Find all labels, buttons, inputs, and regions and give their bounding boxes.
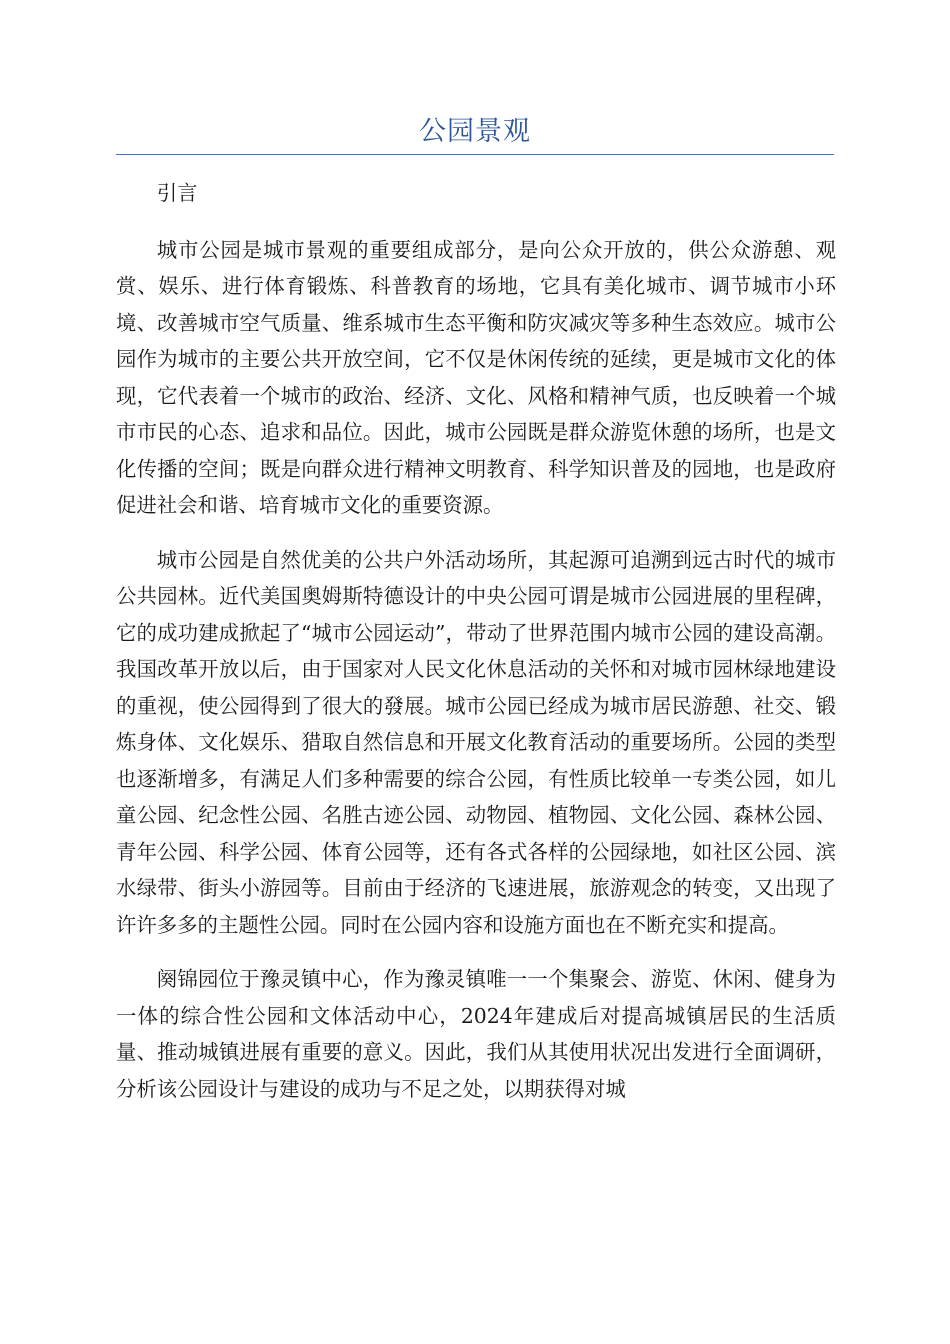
- paragraph-2: 城市公园是自然优美的公共户外活动场所，其起源可追溯到远古时代的城市公共园林。近代美国奥姆斯特德设计的中央公园可谓是城市公园进展的里程碑，它的成功建成掀起了“城市公园运动”，带动了世界范围内城市公园的建设高潮。我国改革开放以后，由于国家对人民文化休息活动的关怀和对城市园林绿地建设的重视，使公园得到了很大的發展。城市公园已经成为城市居民游憩、社交、锻炼身体、文化娱乐、猎取自然信息和开展文化教育活动的重要场所。公园的类型也逐渐增多，有满足人们多种需要的综合公园，有性质比较单一专类公园，如儿童公园、纪念性公园、名胜古迹公园、动物园、植物园、文化公园、森林公园、青年公园、科学公园、体育公园等，还有各式各样的公园绿地，如社区公园、滨水绿带、街头小游园等。目前由于经济的飞速进展，旅游观念的转变，又出现了许许多多的主题性公园。同时在公园内容和设施方面也在不断充实和提高。: [116, 547, 836, 937]
- section-heading-intro: 引言: [156, 181, 198, 205]
- paragraph-1: 城市公园是城市景观的重要组成部分，是向公众开放的，供公众游憩、观赏、娱乐、进行体育锻炼、科普教育的场地，它具有美化城市、调节城市小环境、改善城市空气质量、维系城市生态平衡和防灾减灾等多种生态效应。城市公园作为城市的主要公共开放空间，它不仅是休闲传统的延续，更是城市文化的体现，它代表着一个城市的政治、经济、文化、风格和精神气质，也反映着一个城市市民的心态、追求和品位。因此，城市公园既是群众游览休憩的场所，也是文化传播的空间；既是向群众进行精神文明教育、科学知识普及的园地，也是政府促进社会和谐、培育城市文化的重要资源。: [116, 237, 836, 517]
- document-body: [116, 175, 836, 1107]
- document-title: 公园景观: [419, 116, 531, 147]
- paragraph-3: 阕锦园位于豫灵镇中心，作为豫灵镇唯一一个集聚会、游览、休闲、健身为一体的综合性公园和文体活动中心，2024年建成后对提高城镇居民的生活质量、推动城镇进展有重要的意义。因此，我们从其使用状况出发进行全面调研，分析该公园设计与建设的成功与不足之处，以期获得对城: [116, 967, 836, 1101]
- title-underline: [116, 154, 834, 155]
